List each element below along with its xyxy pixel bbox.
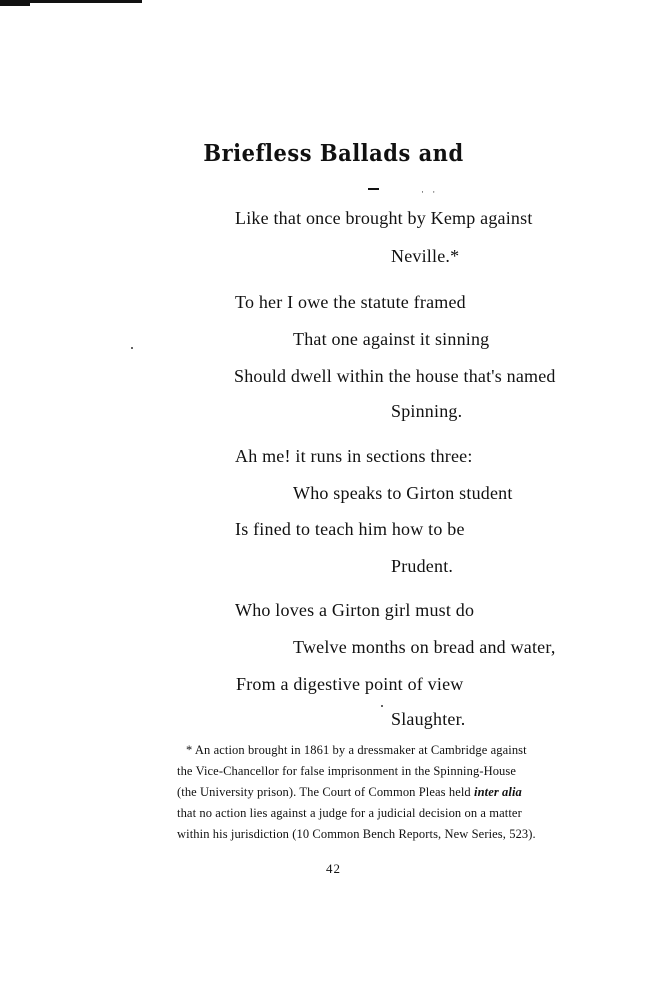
verse-line: Who loves a Girton girl must do bbox=[235, 600, 475, 620]
scan-edge-mark bbox=[0, 0, 142, 3]
verse-line: Spinning. bbox=[391, 401, 463, 421]
footnote-line: the Vice-Chancellor for false imprisonment in the Spinning-House bbox=[177, 764, 517, 778]
footnote-line: * An action brought in 1861 by a dressmaker at Cambridge against bbox=[186, 743, 527, 757]
stray-speck bbox=[381, 705, 383, 707]
running-head: Briefless Ballads and bbox=[203, 138, 464, 167]
verse-line: Who speaks to Girton student bbox=[293, 483, 513, 503]
footnote-line bbox=[177, 782, 522, 803]
verse-line: Is fined to teach him how to be bbox=[235, 519, 465, 539]
footnote-text: (the University prison). The Court of Common Pleas held bbox=[177, 785, 471, 799]
verse-line: Twelve months on bread and water, bbox=[293, 637, 556, 657]
verse-line: Should dwell within the house that's named bbox=[234, 366, 556, 386]
footnote-italic-phrase: inter alia bbox=[474, 785, 522, 799]
verse-line: That one against it sinning bbox=[293, 329, 490, 349]
verse-line: Ah me! it runs in sections three: bbox=[235, 446, 473, 466]
head-ornament-dots: · · bbox=[421, 187, 439, 197]
footnote-line: that no action lies against a judge for a judicial decision on a matter bbox=[177, 806, 522, 820]
verse-line: From a digestive point of view bbox=[236, 674, 464, 694]
verse-line: To her I owe the statute framed bbox=[235, 292, 466, 312]
verse-line: Neville.* bbox=[391, 246, 460, 266]
head-ornament-rule bbox=[368, 188, 379, 190]
verse-line: Like that once brought by Kemp against bbox=[235, 208, 533, 228]
stray-speck bbox=[131, 347, 133, 349]
page-number: 42 bbox=[326, 861, 341, 876]
verse-line: Prudent. bbox=[391, 556, 454, 576]
footnote-line: within his jurisdiction (10 Common Bench Reports, New Series, 523). bbox=[177, 827, 536, 841]
verse-line: Slaughter. bbox=[391, 709, 466, 729]
